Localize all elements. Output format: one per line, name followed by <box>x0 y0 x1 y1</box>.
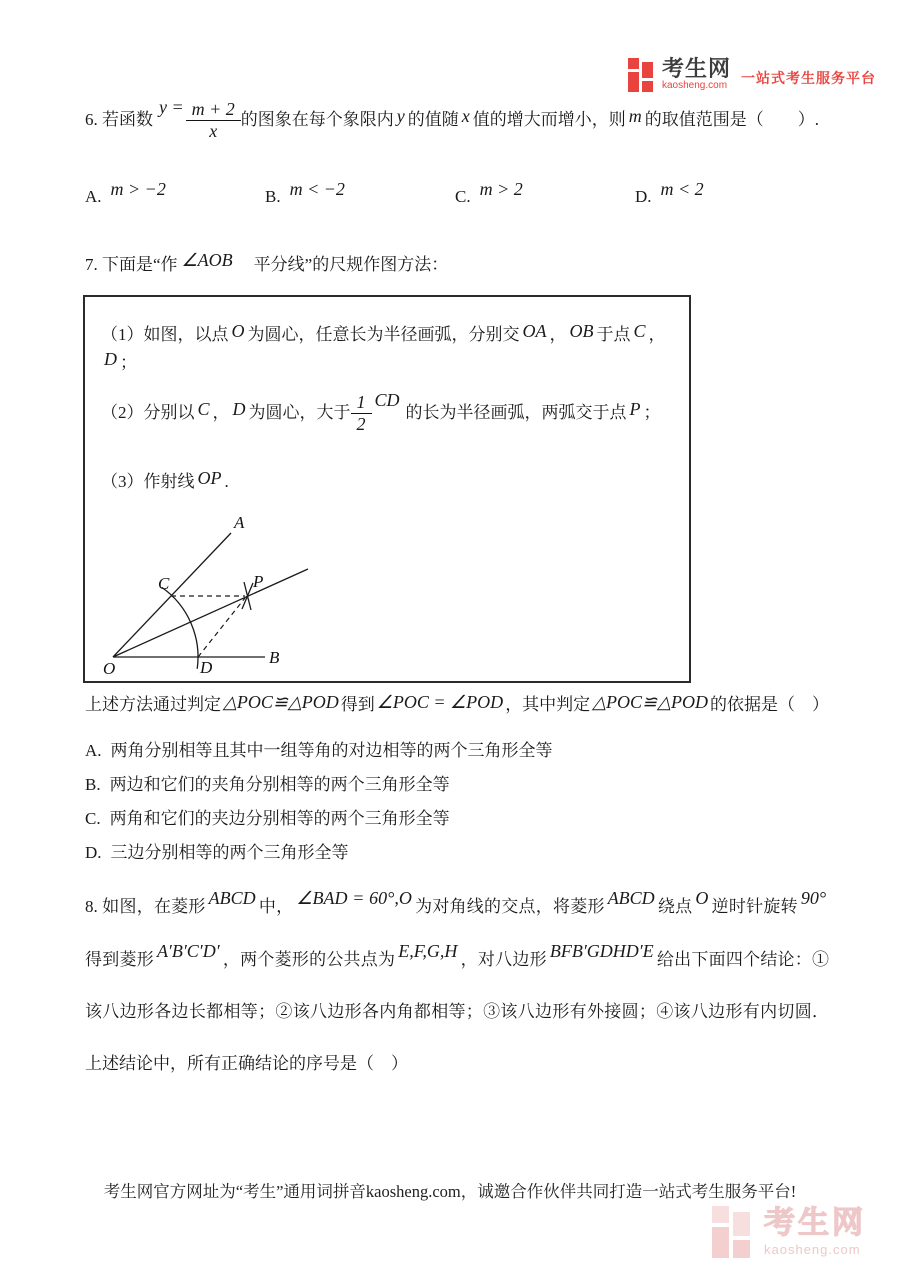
half-cd-fraction: $\frac{1}{2}$ <box>351 393 372 434</box>
ray-OP <box>113 569 308 657</box>
watermark-domain: kaosheng.com <box>764 1242 861 1257</box>
watermark-text-block <box>764 1206 866 1257</box>
q6-option-a: A. m > −2 <box>85 179 166 206</box>
fraction: $\frac{m + 2}{x}$ <box>186 100 241 141</box>
construction-step-3: （3）作射线 OP . <box>101 467 229 491</box>
construction-steps-box <box>83 295 691 683</box>
dashed-DP <box>198 598 245 657</box>
label-B: B <box>269 647 280 667</box>
label-D: D <box>200 657 213 677</box>
label-C: C <box>158 573 170 593</box>
q6-formula: y = $\frac{m + 2}{x}$ <box>153 112 241 129</box>
footer-text: 考生网官方网址为“考生”通用词拼音kaosheng.com，诚邀合作伙伴共同打造一站式考生服务平台! <box>103 1182 797 1201</box>
brand-name: 考生网 <box>662 56 732 81</box>
question-7-stem: 7. 下面是“作 ∠AOB 平分线”的尺规作图方法： <box>85 250 449 274</box>
question-6-stem: 6. 若函数y = $\frac{m + 2}{x}$ 的图象在每个象限内 y 的值随 x 值的增大而增小，则 m 的取值范围是（ ）. <box>85 96 820 141</box>
question-7-conclusion: 上述方法通过判定 △POC≌△POD 得到 ∠POC = ∠POD ，其中判定 △POC≌△POD 的依据是（ ） <box>85 692 829 714</box>
q6-option-b: B. m < −2 <box>265 179 345 206</box>
brand-domain: kaosheng.com <box>662 80 728 91</box>
q7-option-a: A. 两角分别相等且其中一组等角的对边相等的两个三角形全等 <box>85 741 553 760</box>
brand-name-block <box>662 58 731 91</box>
label-P: P <box>253 571 264 591</box>
q6-text: 6. 若函数 <box>85 109 153 129</box>
brand-slogan: 一站式考生服务平台 <box>741 70 877 86</box>
kaosheng-logo-icon <box>628 58 656 92</box>
question-6-options <box>0 179 900 228</box>
q7-option-b: B. 两边和它们的夹角分别相等的两个三角形全等 <box>85 775 450 794</box>
q6-option-d: D. m < 2 <box>635 179 704 206</box>
angle-bisector-figure <box>103 504 318 686</box>
watermark-logo-icon <box>712 1206 756 1258</box>
label-O: O <box>103 658 116 678</box>
question-7-options <box>85 740 825 876</box>
q7-option-c: C. 两角和它们的夹边分别相等的两个三角形全等 <box>85 809 450 828</box>
construction-step-2: （2）分别以 C ， D 为圆心，大于 $\frac{1}{2}$ CD的长为半径画弧，两弧交于点 P ； <box>101 389 661 434</box>
q6-option-c: C. m > 2 <box>455 179 523 206</box>
question-8-stem: 8. 如图，在菱形 ABCD 中， ∠BAD = 60°,O 为对角线的交点，将菱形 ABCD 绕点 O 逆时针旋转 90°得到菱形 A′B′C′D′ ，两个菱形的公共点为 E,F,G,H ，对八边形 BFB′GDHD′E 给出下面四个结论：①该八边形各边长都相等；②该八边形各内角都相等；③该八边形有外接圆；④该八边形有内切圆．上述结论中，所有正确结论的序号是（ ） <box>85 888 830 1073</box>
label-A: A <box>234 512 245 532</box>
watermark-logo <box>712 1206 866 1258</box>
header-logo <box>628 58 876 92</box>
construction-step-1: （1）如图，以点 O 为圆心，任意长为半径画弧，分别交 OA ， OB 于点 C ，D ； <box>101 321 666 372</box>
watermark-name: 考生网 <box>764 1205 866 1240</box>
q7-option-d: D. 三边分别相等的两个三角形全等 <box>85 843 349 862</box>
